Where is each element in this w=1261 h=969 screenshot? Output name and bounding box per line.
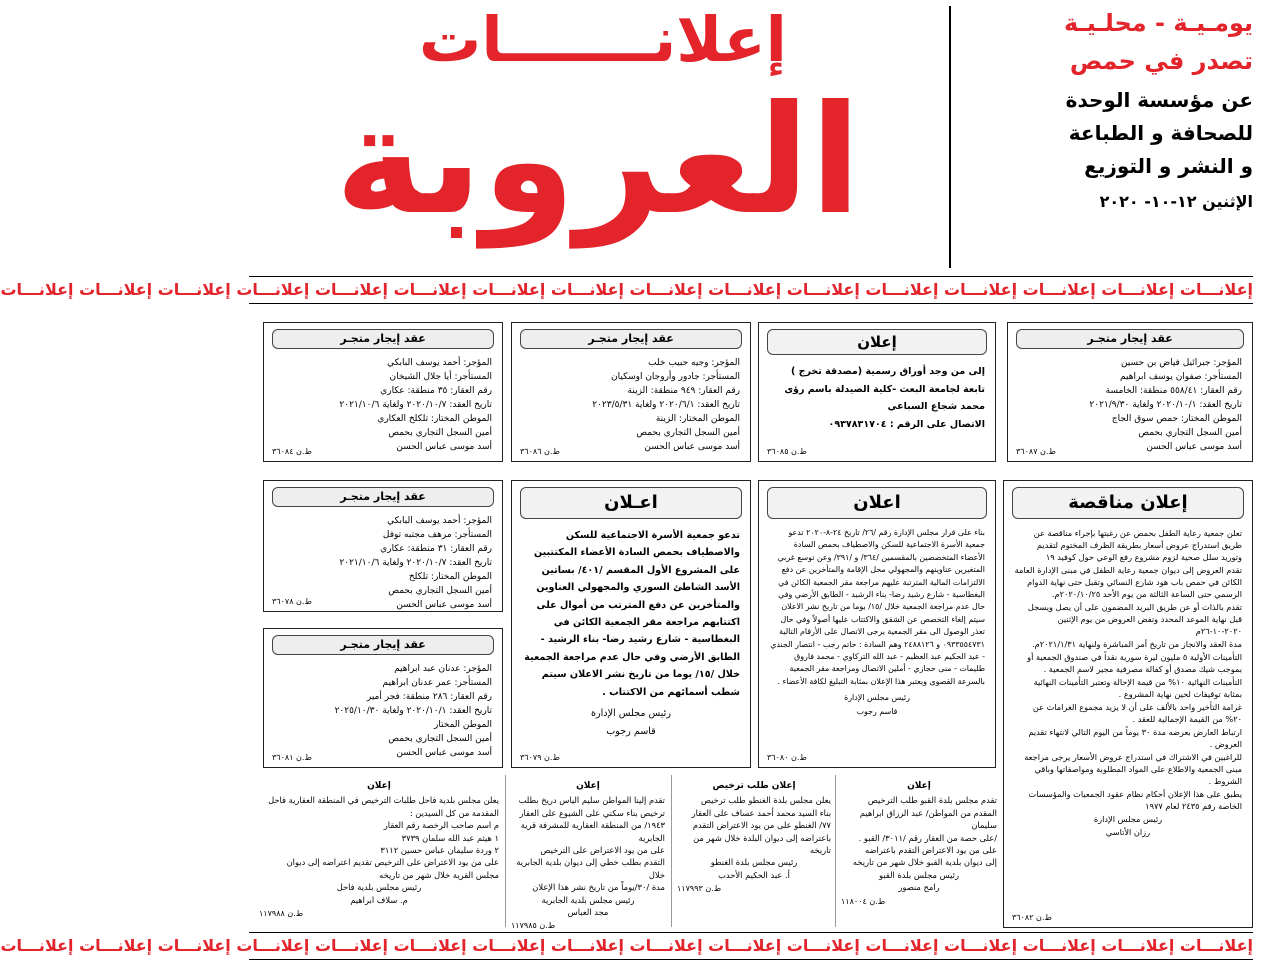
ad-ref: ط.ن ٣٦٠٧٨ bbox=[272, 597, 312, 606]
ad-paragraph: غرامة التأخير واحد بالألف على أن لا يزيد مجموع الغرامات عن ٢٠% من القيمة الإجمالية للعقد . bbox=[1032, 702, 1242, 724]
ad-line: بناء السيد محمد أحمد عساف على العقار bbox=[691, 807, 831, 818]
ad-line: التقدم بطلب خطي إلى ديوان بلدية الجابرية خلال bbox=[516, 857, 665, 880]
ad-line: المؤجر: وجيه حبيب خلب bbox=[648, 358, 740, 368]
published-in: تصدر في حمص bbox=[1069, 47, 1253, 75]
ad-signature: رئيس مجلس بلدة القبو bbox=[878, 869, 959, 880]
ad-paragraph: تعلن جمعية رعاية الطفل بحمص عن رغبتها بإجراء مناقصة عن طريق استدراج عروض أسعار بطريقة الظرف المختوم لتقديم وتوريد سلل صحية لزوم مشروع رفع الوعي حول كوفيد ١٩ bbox=[1033, 528, 1242, 562]
ad-ref: ط.ن ١١٧٩٩٣ bbox=[677, 884, 722, 894]
ad-body bbox=[512, 525, 750, 744]
ad-line: الاتصال على الرقم : ٠٩٣٧٨٣١٧٠٤ bbox=[828, 419, 985, 430]
ad-body bbox=[512, 355, 750, 457]
ad-line: أسد موسى عباس الحسن bbox=[396, 442, 492, 452]
ad-line: الموطن المختار: تلكلخ bbox=[408, 572, 492, 582]
ad-line: تاريخ العقد: ٢٠٢٠/١٠/٧ ولغاية ٢٠٢١/١٠/٦ bbox=[339, 558, 492, 568]
ad-heading: عقد إيجار متجـر bbox=[272, 635, 494, 655]
ad-heading: اعـلان bbox=[520, 487, 742, 519]
tender-ad bbox=[1003, 480, 1253, 928]
ad-line: مدة /٣٠/يوماً من تاريخ نشر هذا الإعلان bbox=[532, 882, 665, 893]
column-divider bbox=[671, 775, 672, 927]
ad-line: المؤجر: عدنان عبد ابراهيم bbox=[394, 664, 492, 674]
lease-ad-5 bbox=[263, 628, 503, 768]
ad-line: رقم العقار: ٣١ منطقة: عكاري bbox=[380, 544, 492, 554]
ad-signature: رئيس مجلس بلدية الجابرية bbox=[541, 894, 635, 905]
ad-line: مجلس القرية خلال شهر من تاريخه bbox=[379, 869, 499, 880]
ad-signature: رئيس مجلس بلدة الغنطو bbox=[710, 857, 798, 868]
ad-title: إعلان bbox=[576, 781, 600, 791]
ad-line: تاريخ العقد: ٢٠٢٠/١٠/١ ولغاية ٢٠٢١/٩/٣٠ bbox=[1089, 400, 1242, 410]
ad-ref: ط.ن ٣٦٠٨٢ bbox=[1012, 913, 1052, 922]
lease-ad-4 bbox=[263, 480, 503, 612]
lost-papers-ad bbox=[758, 322, 996, 462]
ad-heading: عقد إيجار متجـر bbox=[1016, 329, 1244, 349]
ad-line: المستأجر: أيا جلال الشيخان bbox=[389, 372, 492, 382]
ad-paragraph: تدعو جمعية الأسرة الاجتماعية للسكن والاصطياف بحمص السادة الأعضاء المكتتبين على المشروع الأول المقسم /٤٠١/ بساتين الأسد الشاطئ السوري والمجهولي العناوين والمتأخرين عن دفع المترتب من أموال على اكتتابهم مراجعة مقر الجمعية الكائن في البغطاسية - شارع رشيد رضا- بناء الرشيد - الطابق الأرضي وفي حال عدم مراجعة الجمعية خلال /١٥/ يوما من تاريخ نشر الاعلان سيتم شطب أسمائهم من الاكتتاب . bbox=[524, 530, 740, 698]
ad-body bbox=[1008, 355, 1252, 457]
ad-paragraph: تقدم العروض إلى ديوان جمعية رعاية الطفل في مبنى الإدارة العامة الكائن في حمص باب هود شارع النسائي وتقبل حتى نهاية الدوام الرسمي حتى الساعة الثالثة من يوم الأحد ٢٠٢٠/١٠/٢٥م. bbox=[1014, 565, 1242, 599]
ads-band-bottom: إعلانـــات إعلانـــات إعلانـــات إعلانـــات إعلانـــات إعلانـــات إعلانـــات إعلانـــات إعلانـــات إعلانـــات إعلانـــات إعلانـــات إعلانـــات إعلانـــات إعلانـــات إعلانـــات bbox=[249, 932, 1253, 960]
ad-signature: م. سلاف ابراهيم bbox=[350, 894, 408, 905]
ad-line: تقدم إلينا المواطن سليم الياس دريخ بطلب bbox=[518, 795, 665, 806]
ad-signature: رئيس مجلس الإدارة bbox=[1093, 814, 1163, 824]
ad-heading: عقد إيجار متجـر bbox=[272, 329, 494, 349]
lease-ad-2 bbox=[511, 322, 751, 462]
ad-line: /على حصة من العقار رقم /٣٠١١/ القبو . bbox=[858, 832, 997, 843]
ad-line: أمين السجل التجاري بحمص bbox=[388, 734, 492, 744]
ad-ref: ط.ن ٣٦٠٧٩ bbox=[520, 753, 560, 762]
ad-ref: ط.ن ٣٦٠٨١ bbox=[272, 753, 312, 762]
ad-line: تاريخ العقد: ٢٠٢٠/٦/١ ولغاية ٢٠٢٣/٥/٣١ bbox=[592, 400, 740, 410]
column-divider bbox=[835, 775, 836, 927]
ad-line: رقم العقار: ٣٥ منطقة: عكاري bbox=[380, 386, 492, 396]
ad-line: ٢ وردة سليمان عباس حسين ٣١١٢ bbox=[380, 845, 499, 856]
ad-line: ١ هيثم عبد الله سلمان ٣٧٣٩ bbox=[401, 832, 499, 843]
ad-line: الموطن المختار: حمص سوق الجاج bbox=[1111, 414, 1242, 424]
ad-line: تاريخ العقد: ٢٠٢٠/١٠/٧ ولغاية ٢٠٢١/١٠/٦ bbox=[339, 400, 492, 410]
ad-line: باعتراضه إلى ديوان البلدة خلال شهر من bbox=[693, 832, 831, 843]
ad-line: الموطن المختار: الزينة bbox=[655, 414, 740, 424]
lease-ad-1 bbox=[1007, 322, 1253, 462]
ad-line: الموطن المختار: تلكلخ العكاري bbox=[377, 414, 492, 424]
ad-ref: ط.ن ١١٨٠٠٤ bbox=[841, 896, 886, 906]
ad-signature: أ. عبد الحكيم الأحدب bbox=[718, 869, 790, 880]
ads-title: إعلانـــــــات bbox=[419, 3, 787, 76]
ad-line: المستأجر: جادور وأروجان اوسكيان bbox=[611, 372, 740, 382]
ad-line: المؤجر: أحمد يوسف البابكي bbox=[387, 358, 492, 368]
publisher-line: للصحافة و الطباعة bbox=[1068, 121, 1253, 145]
ad-line: أسد موسى عباس الحسن bbox=[644, 442, 740, 452]
issue-date: الإثنين ١٢-١٠- ٢٠٢٠ bbox=[1099, 192, 1253, 211]
ad-ref: ط.ن ١١٧٩٨٥ bbox=[511, 921, 556, 931]
ad-ref: ط.ن ٣٦٠٨٤ bbox=[272, 447, 312, 456]
ad-line: رقم العقار: ٥٥٨/٤١ منطقة: الخامسة bbox=[1105, 386, 1242, 396]
ad-line: تاريخ العقد: ٢٠٢٠/١٠/١ ولغاية ٢٠٢٥/١٠/٣٠ bbox=[334, 706, 492, 716]
column-divider bbox=[505, 775, 506, 927]
municipal-ad-1 bbox=[841, 780, 997, 908]
ad-paragraph: للراغبين في الاشتراك في استدراج عروض الأسعار يرجى مراجعة مبنى الجمعية والاطلاع على المواد المطلوبة ومواصفاتها وباقي الشروط . bbox=[1024, 752, 1242, 786]
ad-signature: مجد العباس bbox=[567, 907, 609, 918]
ad-line: يعلن مجلس بلدية فاحل طلبات الترخيص في المنطقة العقارية فاحل bbox=[268, 795, 499, 806]
ad-line: إلى من وجد أوراق رسمية (مصدقة تخرج ) bbox=[790, 366, 985, 377]
ad-line: المستأجر: مرهف مجتبه توفل bbox=[382, 530, 492, 540]
masthead-info bbox=[961, 4, 1253, 266]
ad-paragraph: تقدم بالذات أو عن طريق البريد المضمون على أن يصل ويسجل قبل نهاية الموعد المحدد وتفض العروض من يوم الإثنين ٢٠٢٠-١٠-٢٦م bbox=[1027, 602, 1242, 636]
ad-line: تاريخه bbox=[810, 845, 831, 856]
ad-heading: عقد إيجار متجـر bbox=[520, 329, 742, 349]
ad-signature: رئيس مجلس بلدية فاحل bbox=[336, 882, 422, 893]
ad-body bbox=[1004, 525, 1252, 841]
ad-line: على من يود الاعتراض على الترخيص تقديم اعتراضه إلى ديوان bbox=[286, 857, 499, 868]
board-ad bbox=[758, 480, 996, 768]
ad-signature: قاسم رجوب bbox=[606, 726, 656, 738]
ad-line: أمين السجل التجاري بحمص bbox=[1138, 428, 1242, 438]
ad-line: المقدمة من كل السيدين : bbox=[409, 807, 499, 818]
masthead-divider bbox=[949, 6, 951, 268]
ad-heading: اعلان bbox=[767, 487, 987, 519]
ad-line: يعلن مجلس بلدة الغنطو طلب ترخيص bbox=[700, 795, 831, 806]
lease-ad-3 bbox=[263, 322, 503, 462]
ad-line: ٧٧/ الغنطو على من يود الاعتراض التقدم bbox=[692, 820, 831, 831]
ad-body bbox=[264, 661, 502, 763]
municipal-ad-2 bbox=[677, 780, 831, 896]
ad-heading: عقد إيجار متجـر bbox=[272, 487, 494, 507]
ad-signature: رئيس مجلس الإدارة bbox=[844, 693, 910, 703]
ad-line: المؤجر: جبرائيل فياض بن حسين bbox=[1120, 358, 1242, 368]
ad-ref: ط.ن ٣٦٠٨٦ bbox=[520, 447, 560, 456]
ad-paragraph: مدة العقد والانجاز من تاريخ أمر المباشرة ولنهاية ٢٠٢١/١/٣١م. bbox=[1032, 639, 1242, 649]
ad-line: تقدم مجلس بلدة القبو طلب الترخيص bbox=[867, 795, 997, 806]
ad-line: على من يود الاعتراض على الترخيص bbox=[540, 845, 665, 856]
ads-band-top: إعلانـــات إعلانـــات إعلانـــات إعلانـــات إعلانـــات إعلانـــات إعلانـــات إعلانـــات إعلانـــات إعلانـــات إعلانـــات إعلانـــات إعلانـــات إعلانـــات إعلانـــات إعلانـــات bbox=[249, 276, 1253, 304]
ad-line: أسد موسى عباس الحسن bbox=[396, 600, 492, 610]
ad-line: أمين السجل التجاري بحمص bbox=[388, 586, 492, 596]
ad-line: المقدم من المواطن/ عبد الرزاق ابراهيم سليمان bbox=[859, 807, 997, 831]
ad-line: المستأجر: صفوان يوسف ابراهيم bbox=[1120, 372, 1242, 382]
ad-signature: رئيس مجلس الإدارة bbox=[590, 708, 671, 720]
ad-heading: إعلان مناقصة bbox=[1012, 487, 1244, 519]
frequency: يومـيـة - محلـيـة bbox=[1063, 9, 1253, 37]
ad-line: المستأجر: عمر عدنان ابراهيم bbox=[382, 678, 492, 688]
ad-line: أسد موسى عباس الحسن bbox=[1146, 442, 1242, 452]
ad-line: ١٩٤٣/ من المنطقة العقارية للمشرفة قرية bbox=[520, 820, 665, 831]
municipal-ad-4 bbox=[259, 780, 499, 920]
ad-line: أمين السجل التجاري بحمص bbox=[636, 428, 740, 438]
ad-ref: ط.ن ٣٦٠٨٥ bbox=[767, 447, 807, 456]
ad-paragraph: بناء على قرار مجلس الإدارة رقم /٢٦/ تاريخ ٢٤-٨-٢٠٢٠ تدعو جمعية الأسرة الاجتماعية للسكن والاصطياف بحمص السادة الأعضاء المتخصصين بالمقسمين /٣٦٤/ و /٣٩١/ وعن توسع غربي المتغيرين عناوينهم والمجهولي محل الإقامة والمتأخرين عن دفع الالتزامات المالية المترتبة عليهم مراجعة مقر الجمعية الكائن في البغطاسية - شارع رشيد رضا- بناء الرشيد - الطابق الأرضي وفي حال عدم مراجعة الجمعية خلال /١٥/ يوما من تاريخ نشر الاعلان سيتم إلغاء التخصص عن الشقق والاكتتاب عليها أصولاً وفي حال تعذر الوصول الى مقر الجمعية يرجى الاتصال على الأرقام التالية ٠٩٣٣٥٥٤٧٣١ و ٢٤٨٨١٢٦ وهم السادة : حاتم رجب - انتصار الجندي - عبد الحكيم عبد العظيم - عبد الله التركاوي - محمد فاروق طليمات - منى حجازي - أملين الاتصال ومراجعة مقر الجمعية بالسرعة القصوى ويعتبر هذا الإعلان بمثابة التبليغ لكافة الأعضاء . bbox=[770, 528, 985, 686]
ad-body bbox=[759, 525, 995, 721]
ad-paragraph: يطبق على هذا الإعلان أحكام نظام عقود الجمعيات والمؤسسات الخاصة رقم ٢٤٣٥ لعام ١٩٧٧ bbox=[1028, 789, 1242, 811]
ad-line: م اسم صاحب الرخصة رقم العقار bbox=[383, 820, 499, 831]
ad-paragraph: التأمينات الأولية ٥ مليون ليرة سورية نقداً في صندوق الجمعية أو بموجب شيك مصدق أو كفالة مصرفية مجير لاسم الجمعية . bbox=[1027, 652, 1242, 674]
members-ad bbox=[511, 480, 751, 768]
ad-title: إعلان طلب ترخيص bbox=[712, 781, 796, 791]
ad-line: المؤجر: أحمد يوسف البابكي bbox=[387, 516, 492, 526]
ad-paragraph: التأمينات النهائية ١٠% من قيمة الإحالة وتعتبر التأمينات النهائية بمثابة توقيفات لحين نهاية المشروع . bbox=[1033, 677, 1242, 699]
ad-line: أمين السجل التجاري بحمص bbox=[388, 428, 492, 438]
ad-line: الجابرية bbox=[638, 832, 665, 843]
ad-title: إعلان bbox=[367, 781, 391, 791]
ad-paragraph: ارتباط العارض بعرضه مدة ٣٠ يوماً من اليوم التالي لانتهاء تقديم العروض . bbox=[1028, 727, 1242, 749]
ad-line: أسد موسى عباس الحسن bbox=[396, 748, 492, 758]
newspaper-logo: العروبة bbox=[334, 74, 862, 248]
ad-signature: قاسم رجوب bbox=[856, 706, 898, 716]
ad-heading: إعلان bbox=[767, 329, 987, 355]
ad-line: على من يود الاعتراض التقدم باعتراضه bbox=[865, 845, 997, 856]
municipal-ad-3 bbox=[511, 780, 665, 933]
ad-line: رقم العقار: ٢٨٦ منطقة: فجر أمير bbox=[366, 692, 492, 702]
ad-line: إلى ديوان بلدية القبو خلال شهر من تاريخه bbox=[852, 857, 997, 868]
ad-ref: ط.ن ١١٧٩٨٨ bbox=[259, 909, 304, 919]
ad-body bbox=[759, 361, 995, 436]
ad-ref: ط.ن ٣٦٠٨٠ bbox=[767, 753, 807, 762]
ad-ref: ط.ن ٣٦٠٨٧ bbox=[1016, 447, 1056, 456]
ad-title: إعلان bbox=[907, 781, 931, 791]
masthead-logo-area bbox=[253, 4, 943, 266]
ad-body bbox=[264, 355, 502, 457]
publisher-line: و النشر و التوزيع bbox=[1084, 154, 1253, 178]
ad-signature: رزان الأتاسي bbox=[1105, 827, 1151, 837]
ad-line: رقم العقار: ٩٤٩ منطقة: الزينة bbox=[627, 386, 740, 396]
ad-signature: رامح منصور bbox=[898, 882, 940, 893]
ad-line: الموطن المختار bbox=[433, 720, 492, 730]
publisher-line: عن مؤسسة الوحدة bbox=[1065, 88, 1253, 112]
ad-line: ترخيص بناء سكني على الشيوع على العقار bbox=[519, 807, 665, 818]
ad-line: تابعة لجامعة البعث -كلية الصيدلة باسم رؤى محمد شجاع السباعي bbox=[784, 384, 985, 412]
